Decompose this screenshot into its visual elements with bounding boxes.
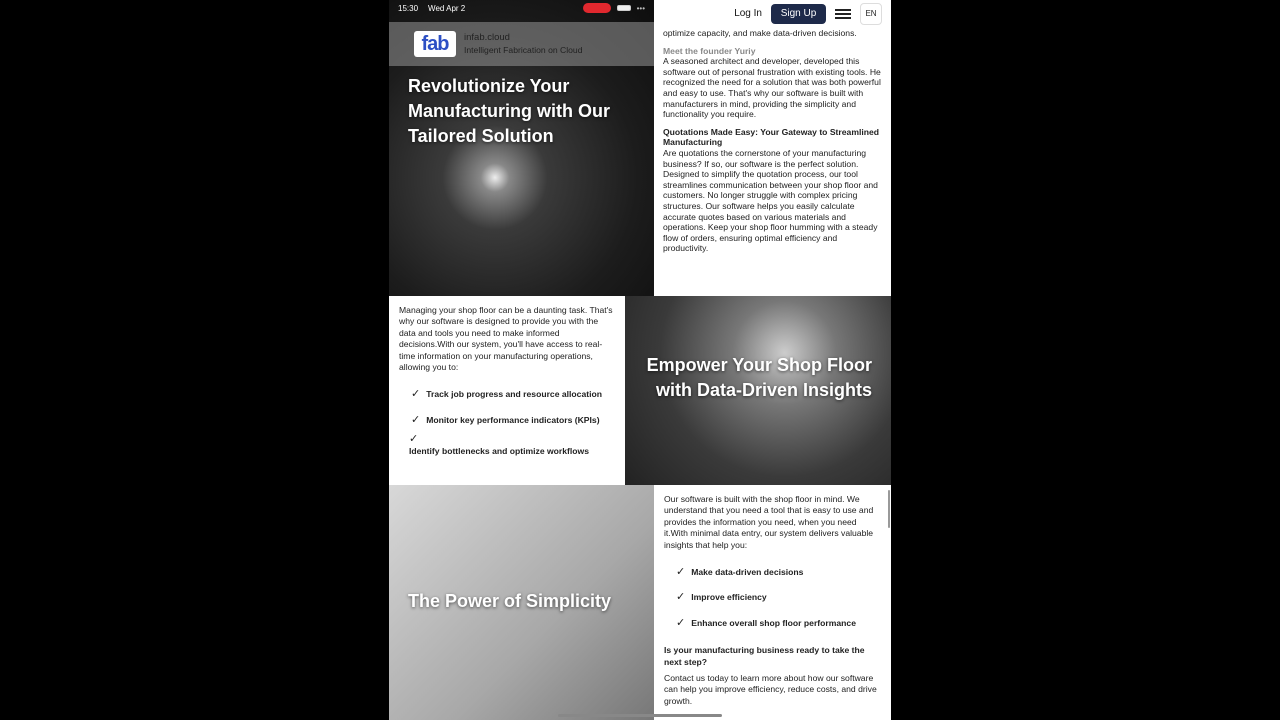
check-icon: ✓ — [411, 388, 421, 401]
quote-heading: Quotations Made Easy: Your Gateway to Streamlined Manufacturing — [663, 126, 880, 148]
language-select[interactable]: EN — [860, 3, 882, 25]
quote-text: Are quotations the cornerstone of your manufacturing business? If so, our software is the perfect solution. Designed to simplify the quotation process, our tool streamlines communication between your shop floor and customers. No longer struggle with complex pricing structures. Our software helps you easily calculate accurate quotes based on various materials and operations. Keep your shop floor humming with a steady flow of orders, ensuring optimal efficiency and productivity. — [663, 147, 878, 254]
simplicity-panel — [654, 485, 891, 720]
cta-text: Contact us today to learn more about how our software can help you improve efficiency, reduce costs, and drive growth. — [664, 673, 877, 706]
list-item: ✓ Track job progress and resource allocation — [411, 388, 602, 401]
home-indicator — [558, 714, 722, 717]
login-button[interactable]: Log In — [734, 7, 762, 19]
shopfloor-text: Managing your shop floor can be a daunting task. That's why our software is designed to provide you with the data and tools you need to make informed decisions.With our system, you'll have access to real-time information on your manufacturing operations, allowing you to: — [399, 305, 613, 373]
shopfloor-panel — [389, 296, 625, 485]
scrollbar[interactable] — [888, 490, 890, 528]
check-icon: ✓ — [411, 413, 421, 426]
check-icon: ✓ — [409, 433, 419, 446]
simplicity-title: The Power of Simplicity — [408, 591, 612, 611]
hero-title: Revolutionize Your Manufacturing with Our Tailored Solution — [408, 76, 610, 146]
cta-heading: Is your manufacturing business ready to take the next step? — [664, 645, 865, 667]
brand-tagline: Intelligent Fabrication on Cloud — [464, 45, 583, 55]
check-icon: ✓ — [676, 566, 686, 579]
simplicity-text: Our software is built with the shop floor in mind. We understand that you need a tool that is easy to use and provides the information you need, when you need it.With minimal data entry, our system delivers valuable insights that help you: — [664, 494, 874, 550]
check-icon: ✓ — [676, 591, 686, 604]
status-bar — [389, 0, 654, 16]
shopfloor-image — [625, 296, 891, 485]
simplicity-image — [389, 485, 654, 720]
logo[interactable]: fab — [414, 31, 456, 57]
founder-text: A seasoned architect and developer, developed this software out of personal frustration with existing tools. He recognized the need for a solution that was both powerful and easy to use. That's why our software is built with manufacturers in mind, providing the simplicity and functionality you require. — [663, 56, 881, 120]
more-dots-icon[interactable]: ••• — [636, 3, 645, 13]
shopfloor-title: Empower Your Shop Floor with Data-Driven Insights — [646, 355, 872, 400]
status-date: Wed Apr 2 — [428, 3, 466, 13]
signup-button[interactable]: Sign Up — [771, 4, 826, 24]
list-item: ✓ Enhance overall shop floor performance — [676, 616, 856, 629]
list-item: ✓ Identify bottlenecks and optimize workflows — [409, 434, 615, 457]
brand-name: infab.cloud — [464, 32, 510, 43]
intro-top-line: optimize capacity, and make data-driven decisions. — [663, 28, 857, 38]
list-item: ✓ Improve efficiency — [676, 591, 767, 604]
founder-heading: Meet the founder Yuriy — [663, 45, 756, 56]
header-controls — [663, 2, 882, 26]
recording-indicator-icon — [583, 3, 611, 13]
site-header — [389, 22, 654, 66]
battery-icon — [617, 5, 631, 11]
page — [389, 0, 891, 720]
intro-panel — [654, 0, 891, 296]
list-item: ✓ Make data-driven decisions — [676, 566, 804, 579]
status-time: 15:30 — [398, 3, 419, 13]
list-item: ✓ Monitor key performance indicators (KPIs) — [411, 413, 600, 426]
hamburger-menu-icon[interactable] — [835, 9, 851, 19]
check-icon: ✓ — [676, 616, 686, 629]
